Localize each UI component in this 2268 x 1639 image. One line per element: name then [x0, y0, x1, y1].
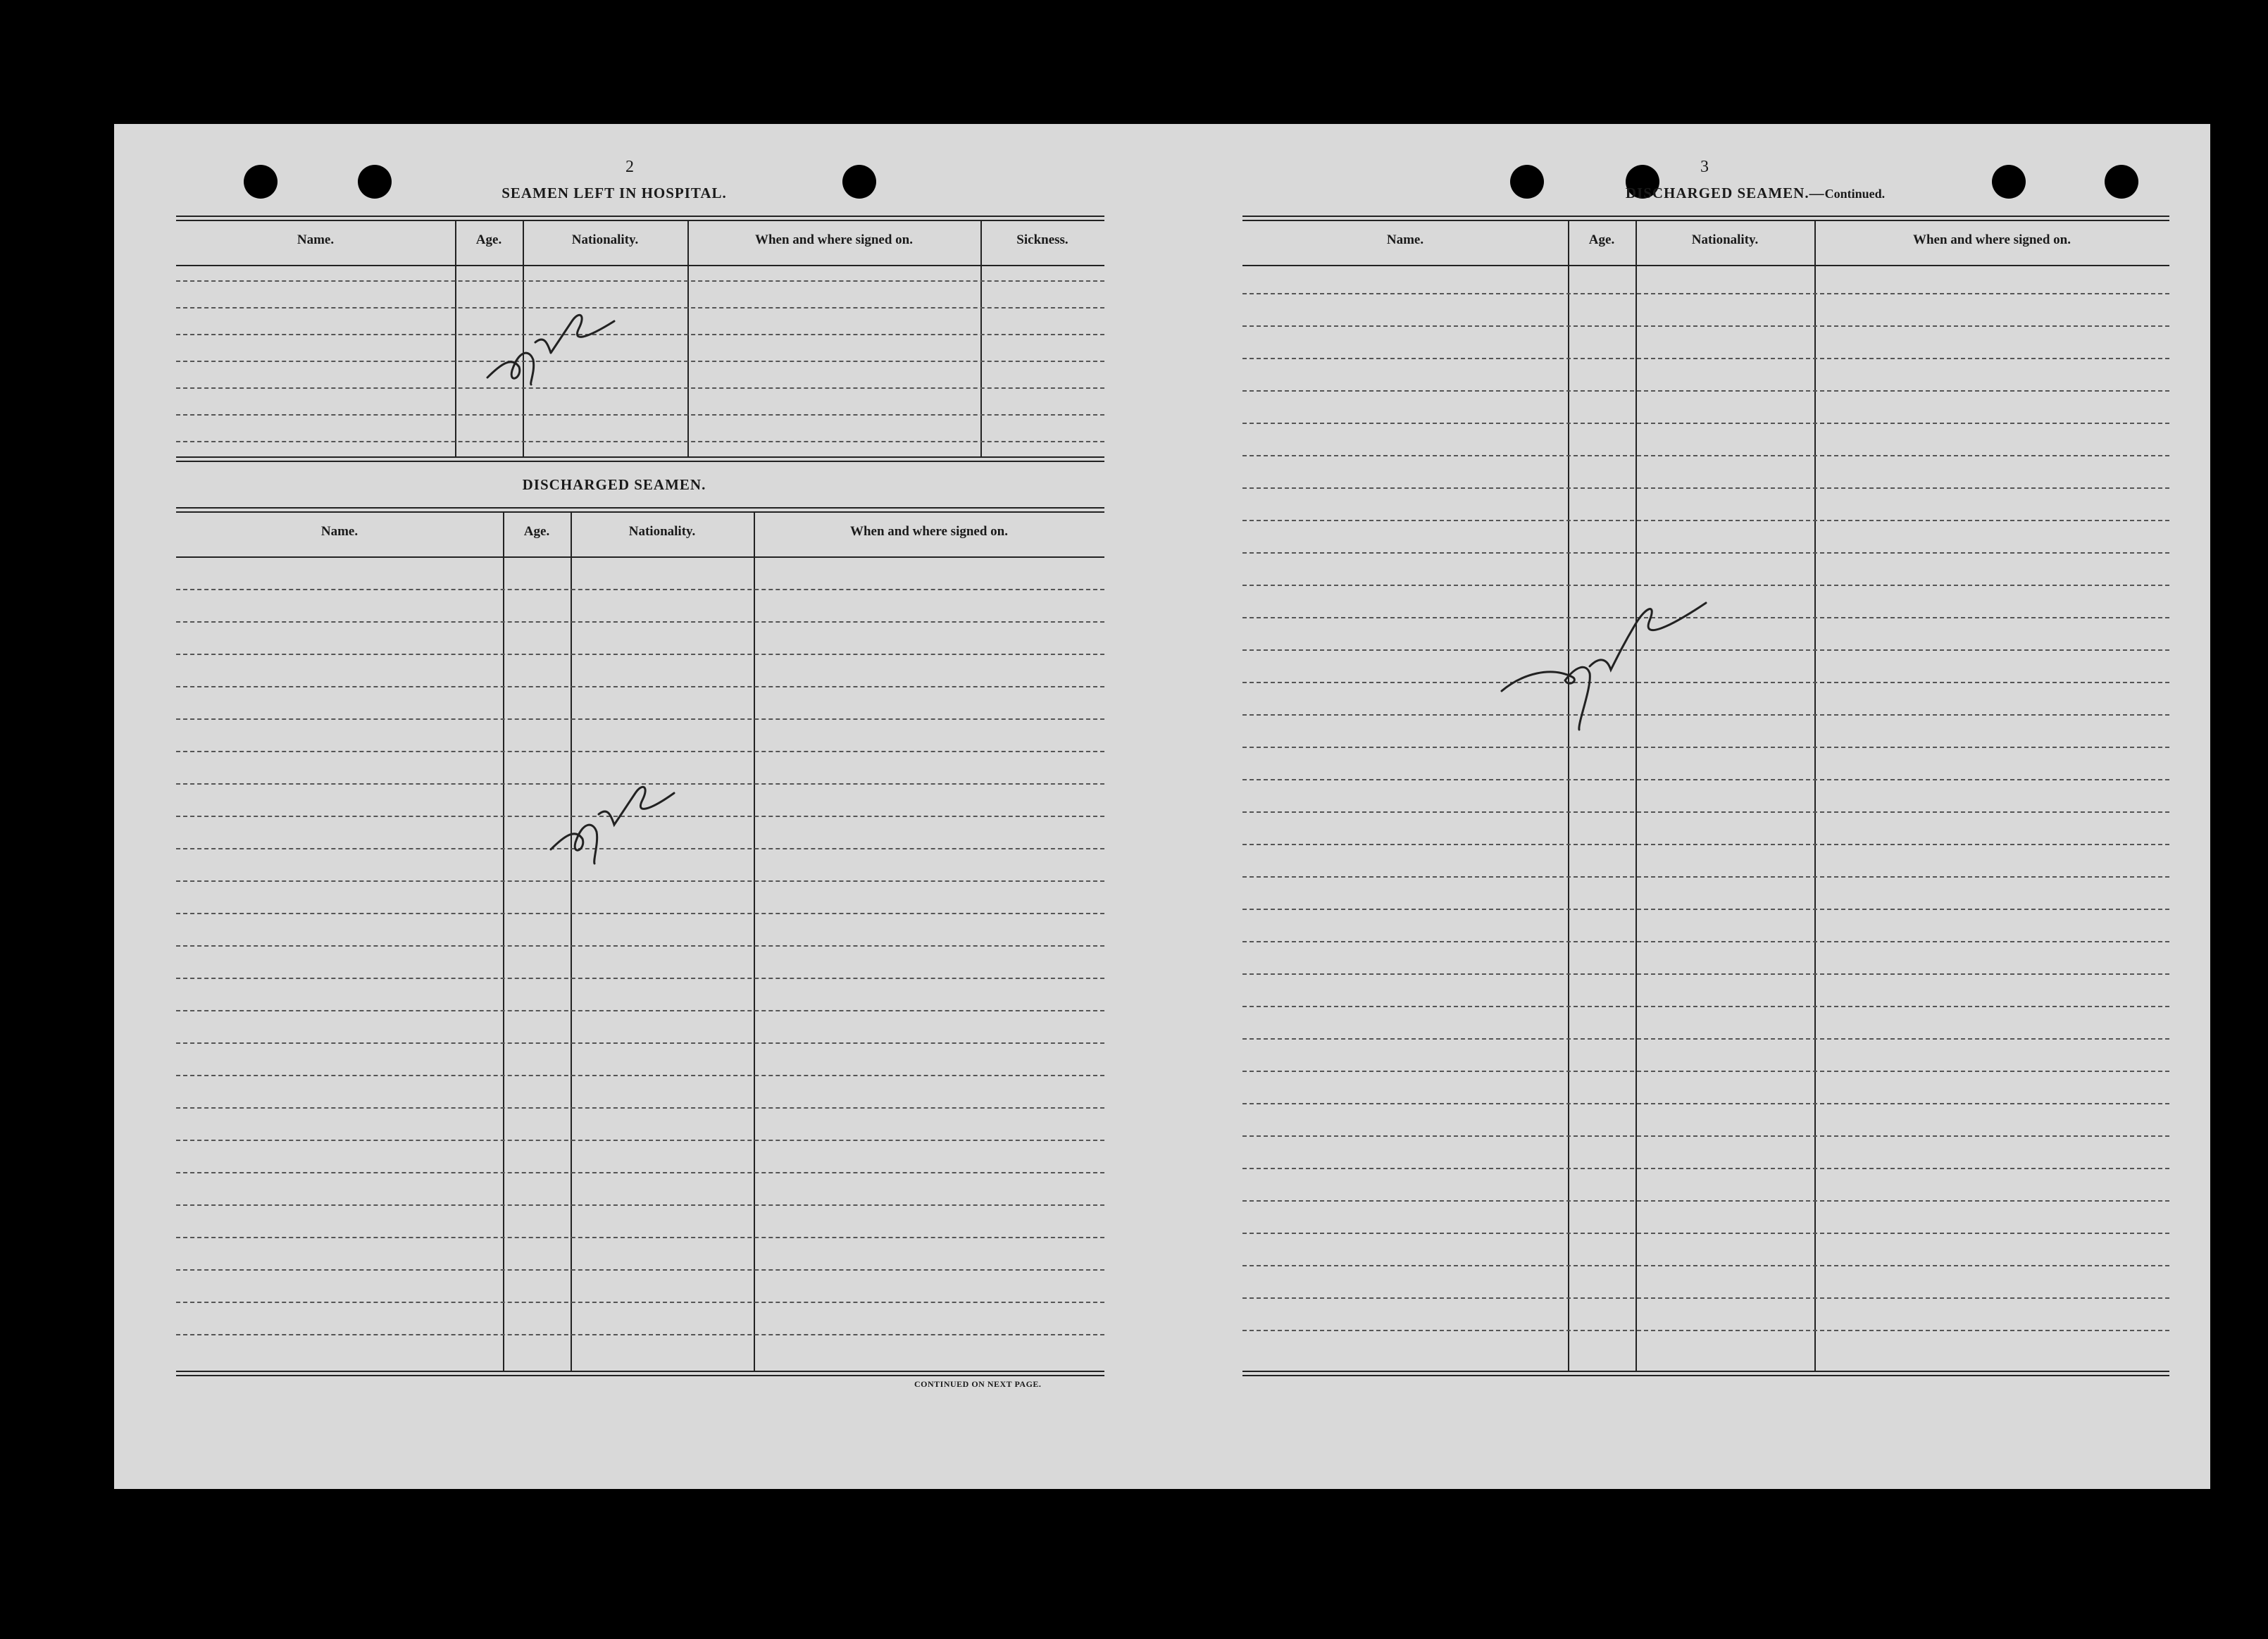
discharged-table-right [1242, 216, 2169, 1381]
continued-col-nationality: Nationality. [1691, 232, 1759, 247]
handwritten-nil-mark [480, 300, 621, 399]
hospital-section-title: SEAMEN LEFT IN HOSPITAL. [501, 185, 727, 201]
hospital-col-signed-on: When and where signed on. [754, 232, 913, 247]
discharged-table-left [176, 507, 1104, 1381]
handwritten-nil-mark [544, 765, 685, 871]
discharged-section-title: DISCHARGED SEAMEN. [522, 476, 706, 493]
hospital-col-nationality: Nationality. [571, 232, 639, 247]
hospital-col-name: Name. [297, 232, 335, 247]
punch-hole [358, 165, 392, 199]
punch-hole [842, 165, 876, 199]
handwritten-nil-mark [1495, 575, 1720, 737]
discharged-continued-title-main: DISCHARGED SEAMEN.— [1625, 185, 1825, 201]
continued-col-signed-on: When and where signed on. [1912, 232, 2071, 247]
page-number-right: 3 [1700, 158, 1709, 176]
discharged-continued-title-suffix: Continued. [1824, 187, 1886, 201]
discharged-col-signed-on: When and where signed on. [849, 524, 1008, 539]
continued-col-name: Name. [1386, 232, 1424, 247]
continued-footer: CONTINUED ON NEXT PAGE. [914, 1379, 1042, 1389]
page-number-left: 2 [625, 158, 634, 176]
discharged-col-name: Name. [320, 524, 359, 539]
continued-col-age: Age. [1588, 232, 1615, 247]
hospital-col-age: Age. [475, 232, 502, 247]
hospital-col-sickness: Sickness. [1016, 232, 1068, 247]
discharged-continued-title [1509, 185, 2002, 202]
discharged-col-nationality: Nationality. [628, 524, 696, 539]
document-sheet [114, 124, 2210, 1489]
discharged-col-age: Age. [523, 524, 550, 539]
punch-hole [244, 165, 278, 199]
punch-hole [2105, 165, 2138, 199]
hospital-table [176, 216, 1104, 463]
